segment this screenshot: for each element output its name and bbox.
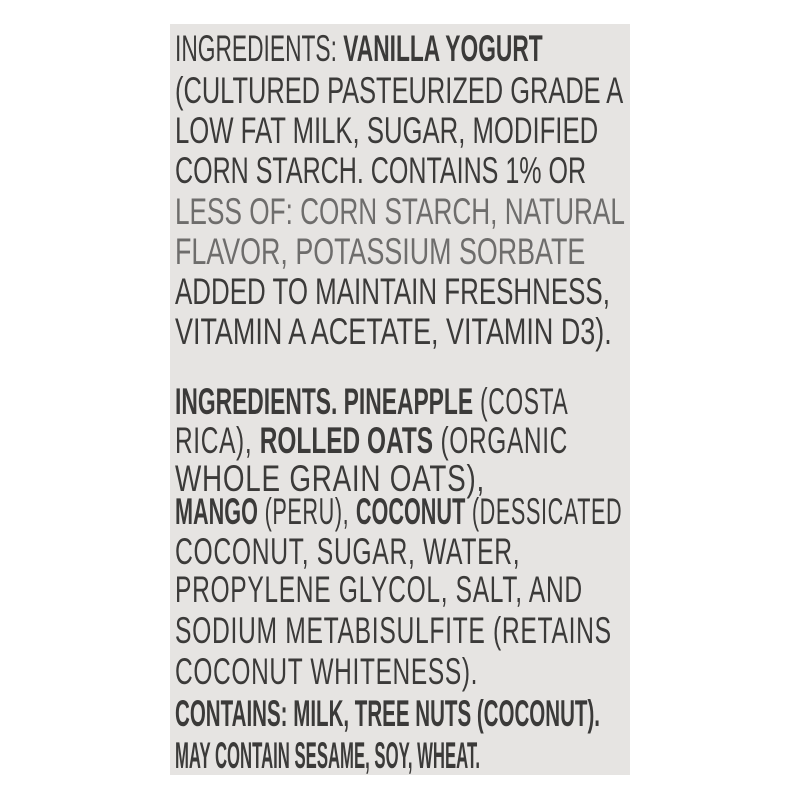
ingredient-name: MANGO	[175, 491, 258, 532]
ingredient-name: VANILLA YOGURT	[343, 28, 543, 69]
label-text: (ORGANIC	[433, 420, 568, 461]
label-text: LESS OF: CORN STARCH, NATURAL	[175, 191, 625, 232]
label-line	[175, 193, 625, 230]
label-text: SODIUM METABISULFITE (RETAINS	[175, 610, 612, 651]
label-line	[175, 112, 598, 149]
label-line	[175, 383, 568, 420]
label-line	[175, 422, 568, 459]
label-text: RICA),	[175, 420, 260, 461]
label-line	[175, 612, 612, 649]
label-text: VITAMIN A ACETATE, VITAMIN D3).	[175, 311, 612, 352]
label-line	[175, 30, 543, 67]
label-line	[175, 152, 586, 189]
label-text: PROPYLENE GLYCOL, SALT, AND	[175, 569, 583, 610]
label-heading: INGREDIENTS:	[175, 28, 344, 69]
may-contain-statement	[175, 737, 480, 774]
label-line	[175, 72, 623, 109]
label-text: (PERU),	[257, 491, 356, 532]
label-text: FLAVOR, POTASSIUM SORBATE	[175, 231, 586, 272]
label-line	[175, 653, 478, 690]
label-text: (CULTURED PASTEURIZED GRADE A	[175, 70, 624, 111]
label-heading: INGREDIENTS. PINEAPPLE	[175, 381, 474, 422]
label-text: CORN STARCH. CONTAINS 1% OR	[175, 150, 587, 191]
ingredient-name: ROLLED OATS	[259, 420, 434, 461]
label-text: COCONUT WHITENESS).	[175, 651, 479, 692]
label-text: (COSTA	[473, 381, 569, 422]
allergen-text: MAY CONTAIN SESAME, SOY, WHEAT.	[175, 735, 480, 776]
label-text: (DESSICATED	[465, 491, 623, 532]
label-text: COCONUT, SUGAR, WATER,	[175, 531, 521, 572]
label-line	[175, 533, 520, 570]
label-text: WHOLE GRAIN OATS),	[175, 458, 486, 499]
allergen-statement	[175, 695, 600, 732]
label-line	[175, 273, 610, 310]
ingredient-name: COCONUT	[355, 491, 466, 532]
label-line	[175, 313, 612, 350]
label-line	[175, 233, 585, 270]
label-text: ADDED TO MAINTAIN FRESHNESS,	[175, 271, 610, 312]
label-text: LOW FAT MILK, SUGAR, MODIFIED	[175, 110, 599, 151]
allergen-text: CONTAINS: MILK, TREE NUTS (COCONUT).	[175, 693, 600, 734]
label-line	[175, 571, 583, 608]
label-line	[175, 493, 622, 530]
